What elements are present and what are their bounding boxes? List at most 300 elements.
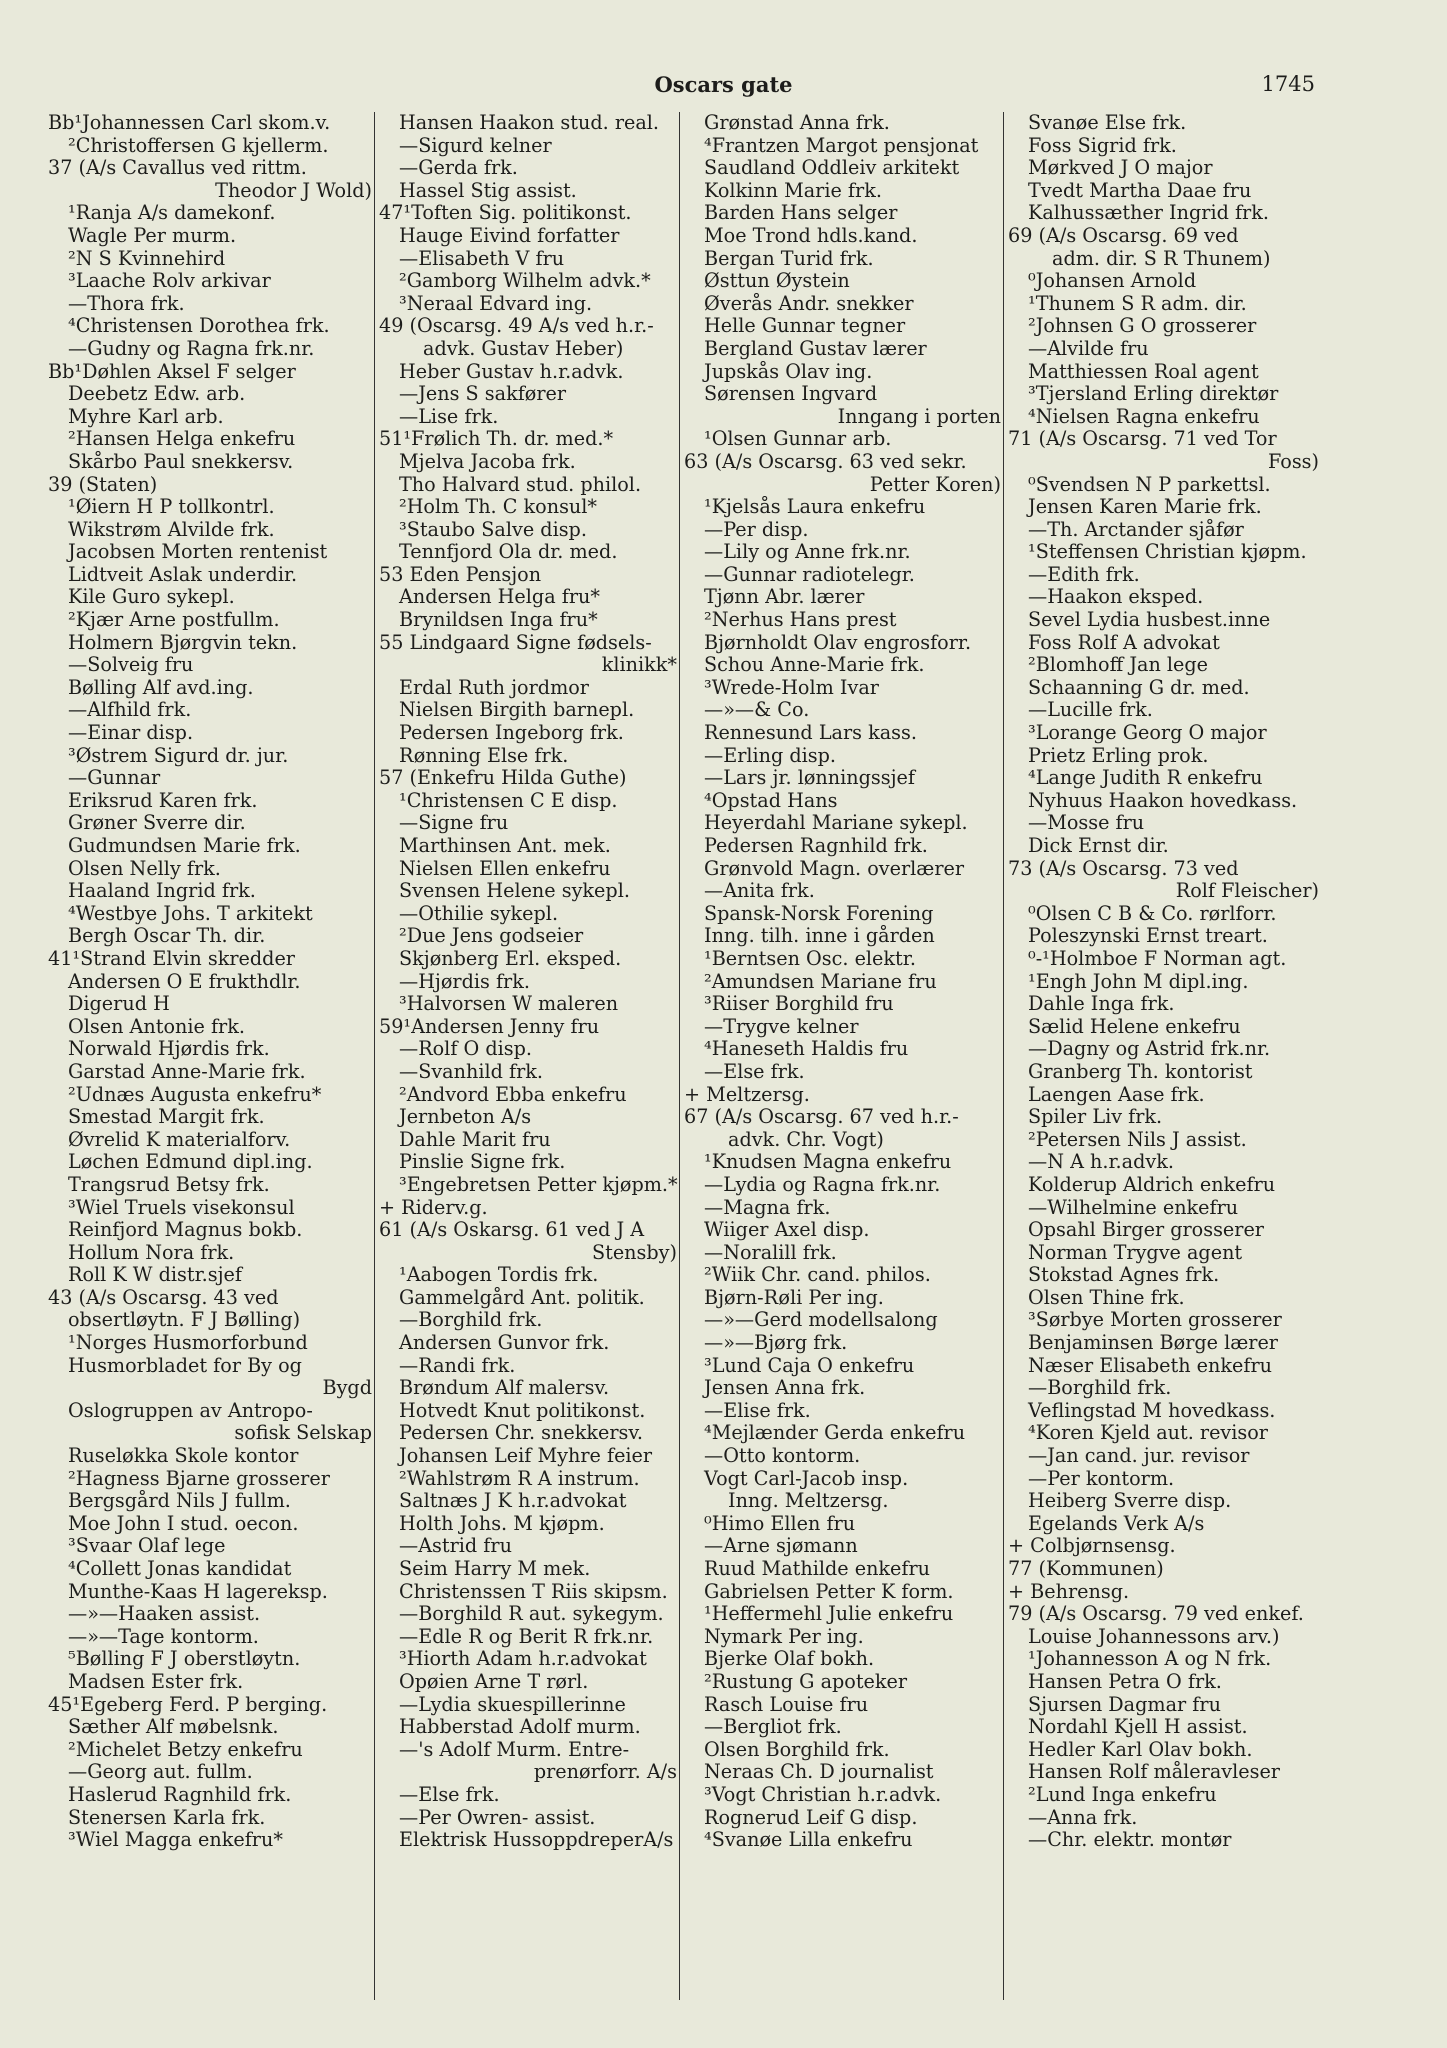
page-number: 1745 xyxy=(1261,72,1315,96)
directory-line: Brynildsen Inga fru* xyxy=(399,609,598,632)
directory-line: Kolderup Aldrich enkefru xyxy=(1028,1173,1276,1196)
directory-line: Petter Koren) xyxy=(869,473,1001,496)
directory-line: Foss Rolf A advokat xyxy=(1028,631,1220,654)
directory-line: 69 (A/s Oscarsg. 69 ved xyxy=(1008,224,1239,247)
directory-line: Haaland Ingrid frk. xyxy=(68,880,256,903)
directory-line: ¹Aabogen Tordis frk. xyxy=(399,1264,599,1287)
directory-line: —Lars jr. lønningssjef xyxy=(704,767,915,790)
directory-line: Jernbeton A/s xyxy=(399,1106,532,1129)
directory-line: Saudland Oddleiv arkitekt xyxy=(704,157,960,180)
directory-line: Nymark Per ing. xyxy=(704,1625,864,1648)
directory-line: Christenssen T Riis skipsm. xyxy=(399,1580,668,1603)
directory-line: —Else frk. xyxy=(399,1783,500,1806)
directory-line: ⁴Lange Judith R enkefru xyxy=(1028,767,1263,790)
directory-line: —»—& Co. xyxy=(704,699,810,722)
directory-line: ¹Thunem S R adm. dir. xyxy=(1028,292,1247,315)
directory-line: Seim Harry M mek. xyxy=(399,1558,591,1580)
directory-line: Lidtveit Aslak underdir. xyxy=(68,563,298,586)
directory-line: Tho Halvard stud. philol. xyxy=(399,473,642,496)
directory-line: —Elisabeth V fru xyxy=(399,247,565,270)
directory-line: Hansen Rolf måleravleser xyxy=(1028,1761,1280,1784)
directory-line: —Otto kontorm. xyxy=(704,1445,861,1468)
directory-line: —Alfhild frk. xyxy=(68,699,192,722)
directory-line: ⁰Johansen Arnold xyxy=(1028,270,1197,293)
directory-line: ²Andvord Ebba enkefru xyxy=(399,1083,627,1106)
directory-line: 77 (Kommunen) xyxy=(1008,1558,1164,1580)
directory-line: Bb¹Johannessen Carl skom.v. xyxy=(48,112,331,134)
directory-line: Holth Johs. M kjøpm. xyxy=(399,1512,605,1535)
directory-line: Jensen Karen Marie frk. xyxy=(1028,496,1262,519)
directory-line: —Trygve kelner xyxy=(704,1015,859,1038)
directory-line: Løchen Edmund dipl.ing. xyxy=(68,1151,313,1174)
directory-line: ¹Knudsen Magna enkefru xyxy=(704,1151,952,1174)
directory-line: Øvrelid K materialforv. xyxy=(68,1128,291,1151)
directory-line: ³Staubo Salve disp. xyxy=(399,518,587,541)
directory-line: ²Christoffersen G kjellerm. xyxy=(68,134,329,157)
directory-line: Nielsen Birgith barnepl. xyxy=(399,699,635,722)
directory-line: sofisk Selskap xyxy=(234,1422,372,1445)
directory-line: ⁴Koren Kjeld aut. revisor xyxy=(1028,1422,1268,1445)
directory-line: Myhre Karl arb. xyxy=(68,405,224,428)
directory-line: Jensen Anna frk. xyxy=(704,1377,866,1400)
directory-line: Garstad Anne-Marie frk. xyxy=(68,1060,306,1083)
directory-line: Olsen Borghild frk. xyxy=(704,1738,890,1761)
directory-line: Laengen Aase frk. xyxy=(1028,1083,1205,1106)
directory-line: Inngang i porten xyxy=(837,405,1001,428)
directory-line: Tjønn Abr. lærer xyxy=(704,586,865,609)
directory-line: Rennesund Lars kass. xyxy=(704,722,917,745)
directory-line: Eriksrud Karen frk. xyxy=(68,789,258,812)
directory-line: Rolf Fleischer) xyxy=(1175,880,1319,903)
directory-line: ¹Johannesson A og N frk. xyxy=(1028,1648,1272,1671)
directory-line: Bb¹Døhlen Aksel F selger xyxy=(48,360,296,383)
directory-line: Foss) xyxy=(1268,450,1319,473)
directory-line: —Gerda frk. xyxy=(399,157,518,180)
directory-line: Brøndum Alf malersv. xyxy=(399,1377,610,1400)
directory-line: Hauge Eivind forfatter xyxy=(399,224,620,247)
directory-line: ⁰Svendsen N P parkettsl. xyxy=(1028,473,1271,496)
directory-line: Heyerdahl Mariane sykepl. xyxy=(704,812,968,835)
directory-line: Kalhussæther Ingrid frk. xyxy=(1028,202,1269,225)
directory-line: ¹Heffermehl Julie enkefru xyxy=(704,1603,954,1626)
directory-line: ³Svaar Olaf lege xyxy=(68,1535,226,1558)
directory-line: Digerud H xyxy=(68,993,170,1016)
directory-line: ¹Øiern H P tollkontrl. xyxy=(68,496,275,519)
directory-line: Rasch Louise fru xyxy=(704,1693,869,1716)
directory-line: ²Holm Th. C konsul* xyxy=(399,496,598,519)
directory-line: —Th. Arctander sjåfør xyxy=(1028,518,1244,541)
directory-line: Theodor J Wold) xyxy=(215,179,372,202)
directory-line: —»—Haaken assist. xyxy=(68,1603,261,1626)
directory-line: ³Engebretsen Petter kjøpm.* xyxy=(399,1173,678,1196)
directory-line: ²N S Kvinnehird xyxy=(68,247,226,270)
directory-line: Husmorbladet for By og xyxy=(68,1354,302,1377)
directory-line: 53 Eden Pensjon xyxy=(379,563,542,586)
directory-line: —Jan cand. jur. revisor xyxy=(1028,1445,1250,1468)
directory-line: ²Hansen Helga enkefru xyxy=(68,428,296,451)
directory-line: 41¹Strand Elvin skredder xyxy=(48,947,295,970)
directory-line: ³Hiorth Adam h.r.advokat xyxy=(399,1648,647,1671)
directory-line: Opøien Arne T rørl. xyxy=(399,1670,589,1693)
directory-line: Heber Gustav h.r.advk. xyxy=(399,360,624,383)
directory-line: Bergsgård Nils J fullm. xyxy=(68,1490,291,1513)
directory-line: + Colbjørnsensg. xyxy=(1008,1535,1176,1558)
directory-line: 37 (A/s Cavallus ved rittm. xyxy=(48,157,307,180)
directory-line: 79 (A/s Oscarsg. 79 ved enkef. xyxy=(1008,1603,1304,1626)
directory-line: Sjursen Dagmar fru xyxy=(1028,1693,1221,1716)
directory-line: Pedersen Ingeborg frk. xyxy=(399,722,624,745)
directory-line: Roll K W distr.sjef xyxy=(68,1264,243,1287)
directory-line: ⁴Haneseth Haldis fru xyxy=(704,1038,909,1061)
directory-line: 57 (Enkefru Hilda Guthe) xyxy=(379,767,627,790)
directory-line: Grønvold Magn. overlærer xyxy=(704,857,965,880)
directory-line: Saltnæs J K h.r.advokat xyxy=(399,1490,627,1513)
directory-line: Mjelva Jacoba frk. xyxy=(399,450,576,473)
directory-line: Ruseløkka Skole kontor xyxy=(68,1445,299,1468)
directory-line: ³Wrede-Holm Ivar xyxy=(704,676,879,699)
directory-line: adm. dir. S R Thunem) xyxy=(1052,247,1271,270)
directory-line: ⁰-¹Holmboe F Norman agt. xyxy=(1028,947,1287,970)
directory-line: —Lydia og Ragna frk.nr. xyxy=(704,1173,941,1196)
directory-line: Bølling Alf avd.ing. xyxy=(68,676,254,699)
directory-line: Kolkinn Marie frk. xyxy=(704,179,882,202)
directory-line: Østtun Øystein xyxy=(704,270,850,293)
directory-line: Bergland Gustav lærer xyxy=(704,337,927,360)
directory-line: ¹Ranja A/s damekonf. xyxy=(68,202,276,225)
directory-line: —Thora frk. xyxy=(68,292,185,315)
directory-line: Inng. tilh. inne i gården xyxy=(704,925,935,948)
directory-line: ²Amundsen Mariane fru xyxy=(704,970,937,993)
column-4 xyxy=(1003,112,1321,2000)
directory-line: Pinslie Signe frk. xyxy=(399,1151,566,1174)
directory-line: Gabrielsen Petter K form. xyxy=(704,1580,954,1603)
directory-line: Helle Gunnar tegner xyxy=(704,315,906,338)
directory-line: ⁰Olsen C B & Co. rørlforr. xyxy=(1028,902,1277,925)
directory-line: ²Petersen Nils J assist. xyxy=(1028,1128,1247,1151)
directory-line: ²Wahlstrøm R A instrum. xyxy=(399,1467,640,1490)
directory-line: ²Due Jens godseier xyxy=(399,925,584,948)
directory-line: Neraas Ch. D journalist xyxy=(704,1761,934,1784)
directory-line: Sevel Lydia husbest.inne xyxy=(1028,609,1271,632)
directory-line: ⁴Opstad Hans xyxy=(704,789,838,812)
directory-line: ¹Engh John M dipl.ing. xyxy=(1028,970,1249,993)
directory-line: ²Gamborg Wilhelm advk.* xyxy=(399,270,651,293)
directory-line: —Sigurd kelner xyxy=(399,134,552,157)
directory-line: Pedersen Ragnhild frk. xyxy=(704,835,928,857)
directory-line: ³Vogt Christian h.r.advk. xyxy=(704,1783,942,1806)
directory-line: Moe John I stud. oecon. xyxy=(68,1512,299,1535)
directory-line: Benjaminsen Børge lærer xyxy=(1028,1332,1278,1355)
directory-line: Bjerke Olaf bokh. xyxy=(704,1648,875,1671)
directory-line: ³Laache Rolv arkivar xyxy=(68,270,271,293)
directory-line: ⁴Frantzen Margot pensjonat xyxy=(704,134,979,157)
directory-line: ²Michelet Betzy enkefru xyxy=(68,1738,303,1761)
directory-line: advk. Chr. Vogt) xyxy=(728,1128,884,1151)
directory-line: Wikstrøm Alvilde frk. xyxy=(68,518,275,541)
directory-line: Prietz Erling prok. xyxy=(1028,744,1209,767)
directory-line: Barden Hans selger xyxy=(704,202,898,225)
directory-line: —Svanhild frk. xyxy=(399,1060,543,1083)
directory-line: Habberstad Adolf murm. xyxy=(399,1716,641,1739)
directory-line: Bjørnholdt Olav engrosforr. xyxy=(704,631,972,654)
directory-line: 39 (Staten) xyxy=(48,473,158,496)
directory-line: Johansen Leif Myhre feier xyxy=(399,1445,653,1468)
directory-line: Bergh Oscar Th. dir. xyxy=(68,925,266,948)
directory-line: Nielsen Ellen enkefru xyxy=(399,857,611,880)
directory-line: ¹Olsen Gunnar arb. xyxy=(704,428,892,451)
directory-line: —Edle R og Berit R frk.nr. xyxy=(399,1625,654,1648)
directory-line: —Anita frk. xyxy=(704,880,815,903)
directory-line: ²Blomhoff Jan lege xyxy=(1028,654,1209,677)
directory-line: ¹Christensen C E disp. xyxy=(399,789,618,812)
directory-line: —Signe fru xyxy=(399,812,509,835)
directory-line: Skjønberg Erl. eksped. xyxy=(399,947,622,970)
directory-line: —Gunnar radiotelegr. xyxy=(704,563,915,586)
directory-line: 67 (A/s Oscarsg. 67 ved h.r.- xyxy=(684,1106,959,1129)
directory-line: 47¹Toften Sig. politikonst. xyxy=(379,202,632,225)
directory-line: Hassel Stig assist. xyxy=(399,179,577,202)
directory-line: Dick Ernst dir. xyxy=(1028,835,1169,857)
directory-line: —Anna frk. xyxy=(1028,1806,1138,1829)
directory-line: —Elise frk. xyxy=(704,1399,811,1422)
directory-line: —Wilhelmine enkefru xyxy=(1028,1196,1239,1219)
directory-line: Rønning Else frk. xyxy=(399,744,569,767)
directory-line: klinikk* xyxy=(601,654,677,677)
directory-line: Matthiessen Roal agent xyxy=(1028,360,1259,383)
directory-line: Trangsrud Betsy frk. xyxy=(68,1173,270,1196)
directory-line: —»—Tage kontorm. xyxy=(68,1625,259,1648)
directory-line: —N A h.r.advk. xyxy=(1028,1151,1174,1174)
directory-line: Rognerud Leif G disp. xyxy=(704,1806,918,1829)
directory-line: ⁴Collett Jonas kandidat xyxy=(68,1558,292,1580)
directory-line: Jupskås Olav ing. xyxy=(704,360,873,383)
directory-line: —Einar disp. xyxy=(68,722,194,745)
directory-line: Nordahl Kjell H assist. xyxy=(1028,1716,1248,1739)
directory-line: ⁴Svanøe Lilla enkefru xyxy=(704,1829,913,1852)
directory-line: Norman Trygve agent xyxy=(1028,1241,1243,1264)
directory-line: Tvedt Martha Daae fru xyxy=(1028,179,1252,202)
directory-line: ³Lorange Georg O major xyxy=(1028,722,1267,745)
directory-line: ⁰Himo Ellen fru xyxy=(704,1512,856,1535)
directory-line: —Hjørdis frk. xyxy=(399,970,530,993)
directory-line: ²Johnsen G O grosserer xyxy=(1028,315,1257,338)
directory-line: —Georg aut. fullm. xyxy=(68,1761,253,1784)
directory-line: Norwald Hjørdis frk. xyxy=(68,1038,270,1061)
directory-line: ³Riiser Borghild fru xyxy=(704,993,894,1016)
directory-line: Wiiger Axel disp. xyxy=(704,1219,870,1242)
directory-line: Stenersen Karla frk. xyxy=(68,1806,266,1829)
directory-line: Øverås Andr. snekker xyxy=(704,292,914,315)
directory-line: ¹Berntsen Osc. elektr. xyxy=(704,947,916,970)
directory-line: —Arne sjømann xyxy=(704,1535,858,1558)
directory-line: —Per disp. xyxy=(704,518,809,541)
directory-line: Hansen Petra O frk. xyxy=(1028,1670,1222,1693)
directory-line: Schaanning G dr. med. xyxy=(1028,676,1250,699)
directory-line: Moe Trond hdls.kand. xyxy=(704,224,918,247)
directory-line: Oslogruppen av Antropo- xyxy=(68,1399,313,1422)
directory-line: ⁵Bølling F J oberstløytn. xyxy=(68,1648,301,1671)
directory-line: Svanøe Else frk. xyxy=(1028,112,1187,134)
directory-line: Dahle Marit fru xyxy=(399,1128,551,1151)
column-3 xyxy=(679,112,1003,2000)
directory-line: —Lise frk. xyxy=(399,405,499,428)
directory-line: Hedler Karl Olav bokh. xyxy=(1028,1738,1253,1761)
directory-line: —Haakon eksped. xyxy=(1028,586,1204,609)
directory-line: —»—Bjørg frk. xyxy=(704,1332,848,1355)
page-title: Oscars gate xyxy=(654,72,793,97)
directory-line: ¹Steffensen Christian kjøpm. xyxy=(1028,541,1307,564)
directory-line: —Randi frk. xyxy=(399,1354,516,1377)
directory-line: —Borghild frk. xyxy=(399,1309,543,1332)
directory-line: Stensby) xyxy=(591,1241,677,1264)
directory-line: Kile Guro sykepl. xyxy=(68,586,235,609)
directory-line: Gammelgård Ant. politik. xyxy=(399,1286,645,1309)
directory-line: Egelands Verk A/s xyxy=(1028,1512,1205,1535)
directory-line: —Per Owren- assist. xyxy=(399,1806,596,1829)
directory-line: Svensen Helene sykepl. xyxy=(399,880,630,903)
directory-line: Haslerud Ragnhild frk. xyxy=(68,1783,292,1806)
directory-line: Hotvedt Knut politikonst. xyxy=(399,1399,646,1422)
directory-line: Inng. Meltzersg. xyxy=(728,1490,889,1513)
directory-line: Bjørn-Røli Per ing. xyxy=(704,1286,884,1309)
directory-line: ²Kjær Arne postfullm. xyxy=(68,609,280,632)
directory-line: Bergan Turid frk. xyxy=(704,247,874,270)
directory-line: ⁴Westbye Johs. T arkitekt xyxy=(68,902,313,925)
directory-line: —»—Gerd modellsalong xyxy=(704,1309,938,1332)
directory-line: ⁴Christensen Dorothea frk. xyxy=(68,315,330,338)
directory-line: Andersen O E frukthdlr. xyxy=(68,970,301,993)
directory-line: ²Lund Inga enkefru xyxy=(1028,1783,1217,1806)
directory-line: Pedersen Chr. snekkersv. xyxy=(399,1422,644,1445)
directory-line: Granberg Th. kontorist xyxy=(1028,1060,1253,1083)
directory-line: Heiberg Sverre disp. xyxy=(1028,1490,1232,1513)
directory-line: Mørkved J O major xyxy=(1028,157,1213,180)
column-2 xyxy=(374,112,679,2000)
directory-line: 61 (A/s Oskarsg. 61 ved J A xyxy=(379,1219,645,1242)
directory-line: —Per kontorm. xyxy=(1028,1467,1175,1490)
directory-line: Poleszynski Ernst treart. xyxy=(1028,925,1268,948)
directory-line: Stokstad Agnes frk. xyxy=(1028,1264,1220,1287)
directory-line: Spansk-Norsk Forening xyxy=(704,902,934,925)
directory-line: ³Lund Caja O enkefru xyxy=(704,1354,915,1377)
directory-line: —Gunnar xyxy=(68,767,161,790)
directory-line: Jacobsen Morten rentenist xyxy=(68,541,328,564)
directory-line: ³Sørbye Morten grosserer xyxy=(1028,1309,1282,1332)
directory-line: prenørforr. A/s xyxy=(533,1761,677,1784)
directory-line: —Erling disp. xyxy=(704,744,837,767)
page-header xyxy=(0,72,1447,112)
directory-line: ²Udnæs Augusta enkefru* xyxy=(68,1083,322,1106)
directory-line: Vogt Carl-Jacob insp. xyxy=(704,1467,909,1490)
directory-line: Sælid Helene enkefru xyxy=(1028,1015,1241,1038)
directory-line: ³Neraal Edvard ing. xyxy=(399,292,593,315)
directory-line: —Else frk. xyxy=(704,1060,805,1083)
directory-line: Dahle Inga frk. xyxy=(1028,993,1175,1016)
directory-line: Erdal Ruth jordmor xyxy=(399,676,589,699)
directory-line: ³Tjersland Erling direktør xyxy=(1028,383,1279,406)
directory-line: —Noralill frk. xyxy=(704,1241,837,1264)
directory-line: ²Nerhus Hans prest xyxy=(704,609,897,632)
directory-line: ²Rustung G apoteker xyxy=(704,1670,908,1693)
directory-line: ⁴Mejlænder Gerda enkefru xyxy=(704,1422,966,1445)
directory-line: ³Wiel Truels visekonsul xyxy=(68,1196,295,1219)
directory-line: —Alvilde fru xyxy=(1028,337,1149,360)
directory-line: —Mosse fru xyxy=(1028,812,1145,835)
directory-line: 45¹Egeberg Ferd. P berging. xyxy=(48,1693,328,1716)
directory-line: —Bergliot frk. xyxy=(704,1716,842,1739)
directory-line: Tennfjord Ola dr. med. xyxy=(399,541,618,564)
directory-line: —Lily og Anne frk.nr. xyxy=(704,541,911,564)
directory-line: Sæther Alf møbelsnk. xyxy=(68,1716,279,1739)
directory-line: 63 (A/s Oscarsg. 63 ved sekr. xyxy=(684,450,967,473)
directory-line: Andersen Gunvor frk. xyxy=(399,1332,610,1355)
column-1 xyxy=(44,112,374,2000)
directory-line: ²Wiik Chr. cand. philos. xyxy=(704,1264,931,1287)
directory-line: + Meltzersg. xyxy=(684,1083,810,1106)
directory-line: Ruud Mathilde enkefru xyxy=(704,1558,931,1580)
directory-line: ³Halvorsen W maleren xyxy=(399,993,619,1016)
directory-line: —Chr. elektr. montør xyxy=(1028,1829,1232,1852)
directory-line: ²Hagness Bjarne grosserer xyxy=(68,1467,330,1490)
directory-line: Nyhuus Haakon hovedkass. xyxy=(1028,789,1298,812)
directory-line: obsertløytn. F J Bølling) xyxy=(68,1309,301,1332)
directory-line: ³Wiel Magga enkefru* xyxy=(68,1829,283,1852)
directory-line: ¹Kjelsås Laura enkefru xyxy=(704,496,926,519)
directory-line: Veflingstad M hovedkass. xyxy=(1028,1399,1276,1422)
directory-line: Andersen Helga fru* xyxy=(399,586,600,609)
directory-line: Smestad Margit frk. xyxy=(68,1106,265,1129)
directory-line: Elektrisk HussoppdreperA/s xyxy=(399,1829,674,1852)
directory-line: + Riderv.g. xyxy=(379,1196,488,1219)
directory-line: —Jens S sakfører xyxy=(399,383,567,406)
directory-line: —Dagny og Astrid frk.nr. xyxy=(1028,1038,1271,1061)
directory-line: Hansen Haakon stud. real. xyxy=(399,112,660,134)
directory-line: Hollum Nora frk. xyxy=(68,1241,235,1264)
directory-line: 49 (Oscarsg. 49 A/s ved h.r.- xyxy=(379,315,654,338)
directory-line: Deebetz Edw. arb. xyxy=(68,383,246,406)
directory-line: Madsen Ester frk. xyxy=(68,1670,244,1693)
directory-line: 55 Lindgaard Signe fødsels- xyxy=(379,631,652,654)
directory-line: Olsen Thine frk. xyxy=(1028,1286,1185,1309)
directory-line: Skårbo Paul snekkersv. xyxy=(68,450,294,473)
directory-line: Marthinsen Ant. mek. xyxy=(399,835,611,857)
directory-line: Foss Sigrid frk. xyxy=(1028,134,1177,157)
directory-line: Wagle Per murm. xyxy=(68,224,237,247)
directory-line: —Edith frk. xyxy=(1028,563,1140,586)
directory-line: Grønstad Anna frk. xyxy=(704,112,890,134)
directory-line: Spiler Liv frk. xyxy=(1028,1106,1163,1129)
directory-line: Opsahl Birger grosserer xyxy=(1028,1219,1264,1242)
directory-line: —Magna frk. xyxy=(704,1196,831,1219)
directory-line: Sørensen Ingvard xyxy=(704,383,878,406)
directory-line: Holmern Bjørgvin tekn. xyxy=(68,631,298,654)
directory-line: Næser Elisabeth enkefru xyxy=(1028,1354,1272,1377)
directory-line: 43 (A/s Oscarsg. 43 ved xyxy=(48,1286,279,1309)
directory-line: Bygd xyxy=(322,1377,372,1400)
directory-line: —Rolf O disp. xyxy=(399,1038,533,1061)
directory-line: 51¹Frølich Th. dr. med.* xyxy=(379,428,614,451)
directory-line: Olsen Antonie frk. xyxy=(68,1015,245,1038)
directory-line: —Solveig fru xyxy=(68,654,194,677)
directory-line: Munthe-Kaas H lagereksp. xyxy=(68,1580,328,1603)
directory-line: —Lucille frk. xyxy=(1028,699,1153,722)
directory-line: —Othilie sykepl. xyxy=(399,902,559,925)
directory-line: —Lydia skuespillerinne xyxy=(399,1693,626,1716)
directory-line: advk. Gustav Heber) xyxy=(423,337,624,360)
directory-line: ⁴Nielsen Ragna enkefru xyxy=(1028,405,1260,428)
directory-line: Schou Anne-Marie frk. xyxy=(704,654,925,677)
directory-line: Louise Johannessons arv.) xyxy=(1028,1625,1280,1648)
